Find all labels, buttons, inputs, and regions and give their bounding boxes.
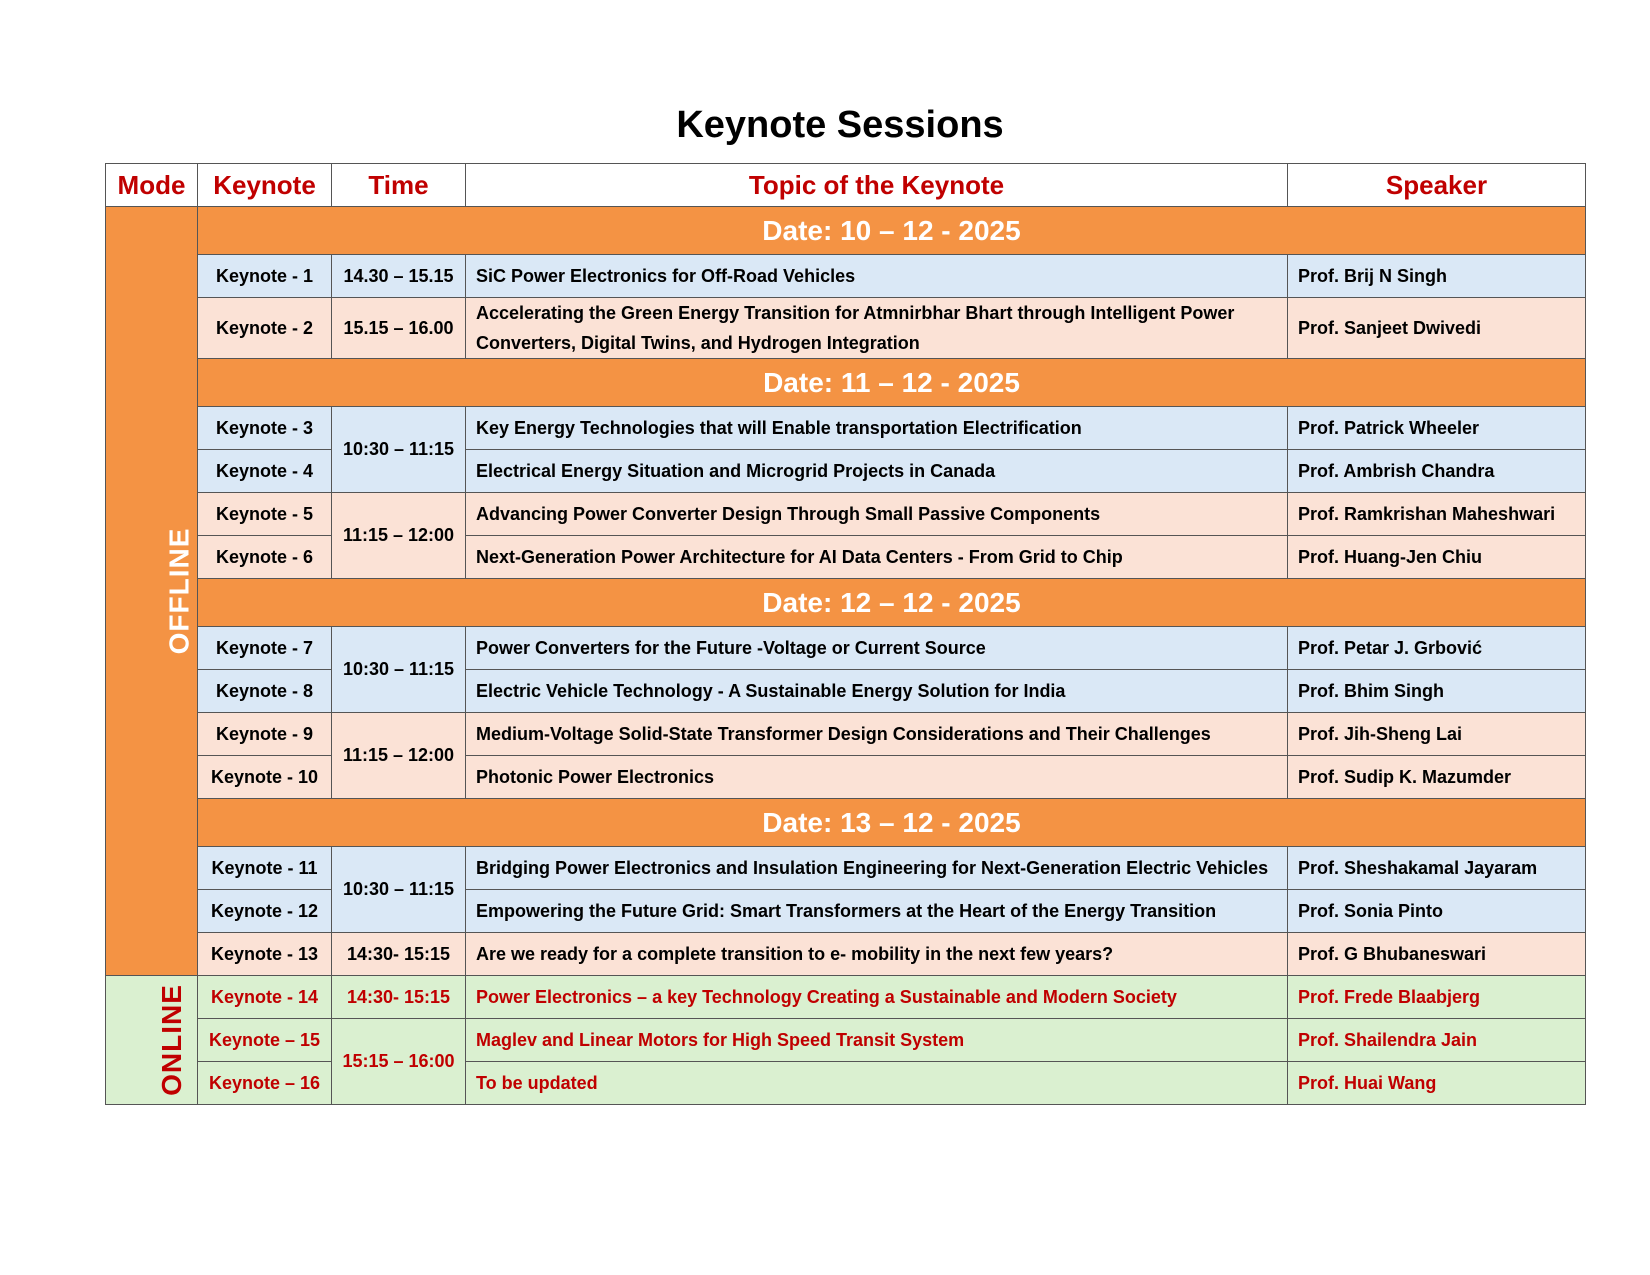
time-cell: 15:15 – 16:00 [332, 1019, 466, 1105]
table-row [106, 890, 1586, 933]
speaker-cell: Prof. Brij N Singh [1288, 255, 1586, 298]
header-speaker: Speaker [1288, 164, 1586, 207]
topic-cell: Electric Vehicle Technology - A Sustainable Energy Solution for India [466, 670, 1288, 713]
speaker-cell: Prof. Sonia Pinto [1288, 890, 1586, 933]
table-row [106, 933, 1586, 976]
mode-offline-label: OFFLINE [163, 527, 195, 655]
date-label: Date: 12 – 12 - 2025 [198, 579, 1586, 627]
topic-cell: Bridging Power Electronics and Insulation Engineering for Next-Generation Electric Vehicles [466, 847, 1288, 890]
table-row [106, 536, 1586, 579]
time-cell: 11:15 – 12:00 [332, 713, 466, 799]
topic-cell: Next-Generation Power Architecture for AI Data Centers - From Grid to Chip [466, 536, 1288, 579]
time-cell: 14:30- 15:15 [332, 976, 466, 1019]
table-row [106, 1062, 1586, 1105]
keynote-cell: Keynote - 2 [198, 298, 332, 359]
topic-cell: Medium-Voltage Solid-State Transformer Design Considerations and Their Challenges [466, 713, 1288, 756]
speaker-cell: Prof. Sanjeet Dwivedi [1288, 298, 1586, 359]
date-row [106, 579, 1586, 627]
date-label: Date: 11 – 12 - 2025 [198, 359, 1586, 407]
topic-cell: Electrical Energy Situation and Microgrid Projects in Canada [466, 450, 1288, 493]
keynote-cell: Keynote - 8 [198, 670, 332, 713]
topic-cell: Advancing Power Converter Design Through Small Passive Components [466, 493, 1288, 536]
keynote-cell: Keynote - 12 [198, 890, 332, 933]
header-keynote: Keynote [198, 164, 332, 207]
header-row [106, 164, 1586, 207]
keynote-cell: Keynote - 3 [198, 407, 332, 450]
table-row [106, 756, 1586, 799]
topic-cell: Key Energy Technologies that will Enable transportation Electrification [466, 407, 1288, 450]
speaker-cell: Prof. Bhim Singh [1288, 670, 1586, 713]
keynote-table [105, 163, 1586, 1105]
keynote-cell: Keynote - 6 [198, 536, 332, 579]
topic-cell: Empowering the Future Grid: Smart Transformers at the Heart of the Energy Transition [466, 890, 1288, 933]
table-row [106, 976, 1586, 1019]
table-row [106, 627, 1586, 670]
speaker-cell: Prof. Ambrish Chandra [1288, 450, 1586, 493]
mode-online-cell [106, 976, 198, 1105]
topic-cell: Maglev and Linear Motors for High Speed Transit System [466, 1019, 1288, 1062]
keynote-cell: Keynote - 11 [198, 847, 332, 890]
speaker-cell: Prof. Huang-Jen Chiu [1288, 536, 1586, 579]
time-cell: 14.30 – 15.15 [332, 255, 466, 298]
table-row [106, 1019, 1586, 1062]
speaker-cell: Prof. Frede Blaabjerg [1288, 976, 1586, 1019]
header-topic: Topic of the Keynote [466, 164, 1288, 207]
keynote-cell: Keynote - 1 [198, 255, 332, 298]
speaker-cell: Prof. Patrick Wheeler [1288, 407, 1586, 450]
topic-cell: Photonic Power Electronics [466, 756, 1288, 799]
date-label: Date: 13 – 12 - 2025 [198, 799, 1586, 847]
speaker-cell: Prof. Sudip K. Mazumder [1288, 756, 1586, 799]
speaker-cell: Prof. G Bhubaneswari [1288, 933, 1586, 976]
speaker-cell: Prof. Huai Wang [1288, 1062, 1586, 1105]
mode-offline-cell [106, 207, 198, 976]
speaker-cell: Prof. Shailendra Jain [1288, 1019, 1586, 1062]
topic-cell: Power Converters for the Future -Voltage or Current Source [466, 627, 1288, 670]
topic-cell: To be updated [466, 1062, 1288, 1105]
table-row [106, 713, 1586, 756]
time-cell: 10:30 – 11:15 [332, 847, 466, 933]
table-row [106, 255, 1586, 298]
speaker-cell: Prof. Petar J. Grbović [1288, 627, 1586, 670]
table-row [106, 407, 1586, 450]
mode-online-label: ONLINE [155, 984, 187, 1096]
date-row [106, 207, 1586, 255]
speaker-cell: Prof. Jih-Sheng Lai [1288, 713, 1586, 756]
topic-cell: Are we ready for a complete transition to e- mobility in the next few years? [466, 933, 1288, 976]
topic-cell: Power Electronics – a key Technology Creating a Sustainable and Modern Society [466, 976, 1288, 1019]
table-row [106, 298, 1586, 359]
keynote-cell: Keynote – 15 [198, 1019, 332, 1062]
time-cell: 10:30 – 11:15 [332, 407, 466, 493]
keynote-cell: Keynote – 16 [198, 1062, 332, 1105]
keynote-cell: Keynote - 7 [198, 627, 332, 670]
keynote-cell: Keynote - 13 [198, 933, 332, 976]
keynote-cell: Keynote - 4 [198, 450, 332, 493]
topic-cell: SiC Power Electronics for Off-Road Vehicles [466, 255, 1288, 298]
date-label: Date: 10 – 12 - 2025 [198, 207, 1586, 255]
date-row [106, 799, 1586, 847]
table-row [106, 847, 1586, 890]
keynote-cell: Keynote - 9 [198, 713, 332, 756]
table-row [106, 450, 1586, 493]
keynote-cell: Keynote - 10 [198, 756, 332, 799]
header-mode: Mode [106, 164, 198, 207]
time-cell: 14:30- 15:15 [332, 933, 466, 976]
keynote-cell: Keynote - 14 [198, 976, 332, 1019]
keynote-cell: Keynote - 5 [198, 493, 332, 536]
time-cell: 11:15 – 12:00 [332, 493, 466, 579]
header-time: Time [332, 164, 466, 207]
topic-cell: Accelerating the Green Energy Transition for Atmnirbhar Bhart through Intelligent Power Converters, Digital Twins, and Hydrogen Integration [466, 298, 1288, 359]
page-title: Keynote Sessions [676, 104, 1004, 146]
date-row [106, 359, 1586, 407]
speaker-cell: Prof. Ramkrishan Maheshwari [1288, 493, 1586, 536]
time-cell: 10:30 – 11:15 [332, 627, 466, 713]
speaker-cell: Prof. Sheshakamal Jayaram [1288, 847, 1586, 890]
table-row [106, 670, 1586, 713]
table-row [106, 493, 1586, 536]
time-cell: 15.15 – 16.00 [332, 298, 466, 359]
